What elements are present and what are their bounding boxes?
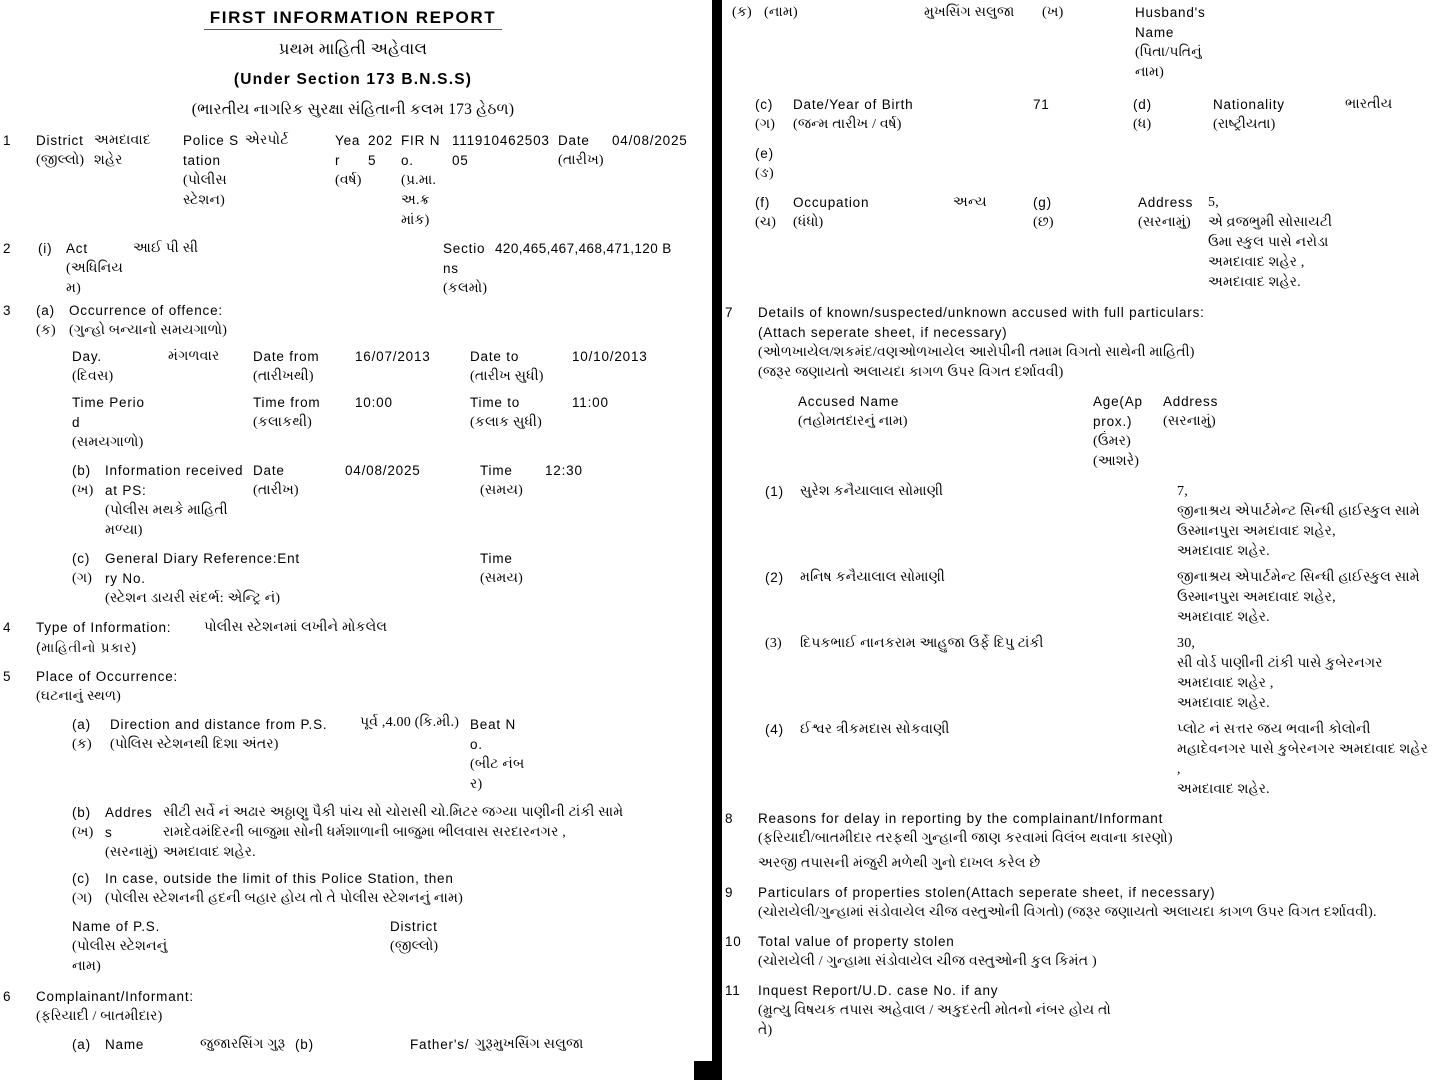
- section-6-number: 6: [3, 989, 12, 1004]
- section-3-number: 3: [3, 303, 12, 318]
- complainant-address-marker-en: (g): [1033, 195, 1052, 210]
- section-4-row: [0, 618, 706, 658]
- info-received-row: [36, 461, 706, 541]
- section-8-number: 8: [725, 811, 734, 826]
- section-2-number: 2: [3, 241, 12, 256]
- complainant-name-label: Name: [105, 1037, 145, 1052]
- info-received-marker-gu: (ખ): [72, 483, 94, 498]
- left-page-column: [0, 0, 706, 1055]
- district-value: અમદાવાદ શહેર: [94, 133, 151, 168]
- father-value: ગુરૂમુખસિંગ સલુજા: [475, 1037, 584, 1052]
- nationality-marker-en: (d): [1133, 97, 1152, 112]
- inquest-report-label-gu: (મ્રુત્યુ વિષયક તપાસ અહેવાલ / અકુદરતી મોતનો નંબર હોય તો તે): [758, 1003, 1111, 1038]
- accused-heading-gu-1: (ઓળખાયેલ/શકમંદ/વણઓળખાયેલ આરોપીની તમામ વિગતો સાથેની માહિતી): [758, 345, 1195, 360]
- section-9-body: [758, 883, 1438, 923]
- accused-1-address: [1165, 482, 1438, 562]
- accused-1-number: (1): [765, 484, 784, 499]
- date-to-field-label: [470, 347, 572, 387]
- accused-row-1: [758, 482, 1438, 562]
- section-7-row: [722, 303, 1438, 800]
- dob-marker: [755, 95, 793, 135]
- husband-name-field-label: [1135, 3, 1233, 83]
- accused-4-number: (4): [765, 722, 784, 737]
- act-label-en: Act: [66, 241, 88, 256]
- section-2-row: [0, 239, 706, 299]
- time-from-field-label: [253, 393, 355, 433]
- gd-reference-marker: [72, 549, 105, 589]
- district-field-label: [36, 131, 94, 171]
- accused-2-address-line-1: જીનાશ્રય એપાર્ટમેન્ટ સિન્ધી હાઈસ્કુલ સામે ઉસ્માનપુરા અમદાવાદ શહેર,: [1177, 570, 1420, 605]
- accused-2-address-line-2: અમદાવાદ શહેર.: [1177, 610, 1270, 625]
- police-station-field-label: [183, 131, 245, 211]
- direction-value: પૂર્વ ,4.00 (કિ.મી.): [360, 715, 460, 730]
- accused-name-header-en: Accused Name: [798, 394, 900, 409]
- occupation-address-row: [722, 193, 1438, 293]
- complainant-address-label-gu: (સરનામું): [1138, 215, 1191, 230]
- section-8-body: [758, 809, 1438, 874]
- inquest-report-label-en: Inquest Report/U.D. case No. if any: [758, 983, 999, 998]
- date-value: 04/08/2025: [612, 133, 688, 148]
- direction-distance-row: [36, 715, 706, 795]
- day-date-row: [36, 347, 706, 387]
- gd-reference-marker-gu: (ગ): [72, 571, 93, 586]
- year-value: 2025: [368, 133, 393, 168]
- outside-limit-marker-gu: (ગ): [72, 891, 93, 906]
- info-date-value: 04/08/2025: [345, 463, 421, 478]
- direction-marker-en: (a): [72, 717, 91, 732]
- time-from-value: 10:00: [355, 395, 393, 410]
- section-3-body: [36, 301, 706, 609]
- under-section-gu: (ભારતીય નાગરિક સુરક્ષા સંહિતાની કલમ 173 હેઠળ): [191, 101, 515, 118]
- properties-stolen-label-gu: (ચોરાયેલી/ગુન્હામાં સંડોવાયેલ ચીજ વસ્તુઓની વિગતો) (જરૂર જણાયતો અલાયદા કાગળ ઉપર વિગત દર્શાવવી).: [758, 905, 1377, 920]
- time-from-label-en: Time from: [253, 395, 321, 410]
- delay-reasons-value: અરજી તપાસની મંજુરી મળેથી ગુનો દાખલ કરેલ છે: [758, 856, 1041, 871]
- complainant-address-marker: [1033, 193, 1138, 233]
- district-label-en: District: [36, 133, 84, 148]
- complainant-heading-en: Complainant/Informant:: [36, 989, 194, 1004]
- section-9-row: [722, 883, 1438, 923]
- date-from-field-label: [253, 347, 355, 387]
- dob-nationality-row: [722, 95, 1438, 135]
- day-field-label: [72, 347, 168, 387]
- police-station-value: એરપોર્ટ: [245, 133, 289, 148]
- district-label-gu: (જીલ્લો): [36, 153, 85, 168]
- column-divider: [712, 0, 722, 1080]
- occupation-marker-gu: (ચ): [755, 215, 777, 230]
- nationality-value: ભારતીય: [1345, 97, 1393, 112]
- info-received-label-en: Information received at PS:: [105, 463, 244, 498]
- name-of-ps-field-label: [72, 917, 390, 977]
- complainant-address-line-3: અમદાવાદ શહેર.: [1208, 275, 1301, 290]
- delay-reasons-label-en: Reasons for delay in reporting by the complainant/Informant: [758, 811, 1164, 826]
- complainant-address-line-2: એ વ્રજભુમી સોસાયટી ઉમા સ્કુલ પાસે નરોડા અમદાવાદ શહેર ,: [1208, 215, 1333, 270]
- occurrence-marker: [36, 301, 69, 341]
- act-label-gu: (અધિનિયમ): [66, 261, 124, 296]
- section-5-row: [0, 667, 706, 977]
- father-marker: (b): [295, 1037, 314, 1052]
- ps-district-label-en: District: [390, 919, 438, 934]
- accused-heading-gu-2: (જરૂર જણાયતો અલાયદા કાગળ ઉપર વિગત દર્શાવવી): [758, 365, 1064, 380]
- date-label-en: Date: [558, 133, 590, 148]
- gd-reference-marker-en: (c): [72, 551, 91, 566]
- delay-reasons-label-gu: (ફરિયાદી/બાતમીદાર તરફથી ગુન્હાની જાણ કરવામાં વિલંબ થવાના કારણો): [758, 831, 1173, 846]
- info-date-field-label: [253, 461, 345, 501]
- occurrence-address-marker: [72, 803, 105, 843]
- section-4-body: [36, 618, 706, 658]
- info-date-label-en: Date: [253, 463, 285, 478]
- occupation-label-en: Occupation: [793, 195, 870, 210]
- info-time-label-gu: (સમય): [480, 483, 524, 498]
- police-station-label-gu: (પોલીસ સ્ટેશન): [183, 173, 227, 208]
- beat-no-field-label: [470, 715, 706, 795]
- report-title-text: FIRST INFORMATION REPORT: [204, 8, 502, 30]
- complainant-address-line-1: 5,: [1208, 195, 1219, 210]
- sections-value: 420,465,467,468,471,120 B: [495, 241, 672, 256]
- accused-3-address-line-2: સી વોર્ડ પાણીની ટાંકી પાસે કુબેરનગર અમદાવાદ શહેર ,: [1177, 656, 1383, 691]
- complainant-address-label: [1138, 193, 1208, 233]
- accused-table-header: [758, 392, 1438, 472]
- outside-limit-label: [105, 869, 706, 909]
- gd-time-label-en: Time: [480, 551, 513, 566]
- fir-no-label-gu: (પ્ર.મા.અ.ક્રમાંક): [401, 173, 437, 228]
- outside-limit-row: [36, 869, 706, 909]
- act-item-marker: (i): [38, 241, 53, 256]
- occurrence-address-label-en: Address: [105, 805, 153, 840]
- day-value: મંગળવાર: [168, 349, 220, 364]
- accused-row-3: [758, 634, 1438, 714]
- date-to-label-gu: (તારીખ સુધી): [470, 369, 544, 384]
- occurrence-address-marker-gu: (ખ): [72, 825, 94, 840]
- occurrence-heading: [36, 301, 706, 341]
- occurrence-label-gu: (ગુન્હો બન્યાનો સમયગાળો): [69, 323, 228, 338]
- complainant-name-row: [36, 1035, 706, 1055]
- accused-name-column-header: [798, 392, 1093, 432]
- husband-name-label-en: Husband's Name: [1135, 5, 1206, 40]
- accused-4-address: [1165, 720, 1438, 800]
- direction-marker-gu: (ક): [72, 737, 92, 752]
- accused-3-address-line-1: 30,: [1177, 636, 1196, 651]
- section-2-body: [36, 239, 706, 299]
- direction-label-en: Direction and distance from P.S.: [110, 717, 328, 732]
- section-4-number: 4: [3, 620, 12, 635]
- occupation-value: અન્ય: [953, 195, 987, 210]
- accused-age-column-header: [1093, 392, 1163, 472]
- section-1-number: 1: [3, 133, 12, 148]
- date-to-value: 10/10/2013: [572, 349, 648, 364]
- properties-stolen-label-en: Particulars of properties stolen(Attach seperate sheet, if necessary): [758, 885, 1216, 900]
- gd-reference-label: [105, 549, 480, 609]
- fir-no-value: 11191046250305: [452, 133, 550, 168]
- type-of-information-label: Type of Information:(માહિતીનો પ્રકાર): [36, 620, 172, 655]
- report-header: [0, 8, 706, 120]
- date-from-value: 16/07/2013: [355, 349, 431, 364]
- section-5-body: [36, 667, 706, 977]
- time-period-row: [36, 393, 706, 453]
- act-field-label: [66, 239, 133, 299]
- accused-2-number: (2): [765, 570, 784, 585]
- section-10-body: [758, 932, 1438, 972]
- occurrence-address-label-gu: (સરનામું): [105, 845, 158, 860]
- time-to-label-gu: (કલાક સુધી): [470, 415, 542, 430]
- occupation-marker: [755, 193, 793, 233]
- section-6-row: [0, 987, 706, 1055]
- complainant-name-value-left: જુજારસિંગ ગુરૂ: [200, 1037, 286, 1052]
- outside-limit-marker-en: (c): [72, 871, 91, 886]
- item-e-marker-gu: (ઙ): [755, 166, 774, 181]
- info-received-marker-en: (b): [72, 463, 91, 478]
- accused-3-address: [1165, 634, 1438, 714]
- report-title-en: [0, 8, 706, 28]
- dob-marker-gu: (ગ): [755, 117, 776, 132]
- time-period-label-en: Time Period: [72, 395, 145, 430]
- name-of-ps-row: [36, 917, 706, 977]
- time-to-label-en: Time to: [470, 395, 521, 410]
- police-station-label-en: Police Station: [183, 133, 239, 168]
- section-10-number: 10: [725, 934, 742, 949]
- section-11-number: 11: [725, 983, 741, 998]
- beat-no-label-gu: (બીટ નંબર): [470, 757, 525, 792]
- outside-limit-label-en: In case, outside the limit of this Police Station, then: [105, 871, 454, 886]
- occurrence-address-marker-en: (b): [72, 805, 91, 820]
- item-e-row: [722, 144, 1438, 184]
- info-time-label-en: Time: [480, 463, 513, 478]
- fir-no-field-label: [401, 131, 452, 231]
- accused-address-column-header: [1163, 392, 1438, 432]
- total-value-label-gu: (ચોરાયેલી / ગુન્હામા સંડોવાયેલ ચીજ વસ્તુઓની કુલ કિમંત ): [758, 954, 1097, 969]
- dob-label-en: Date/Year of Birth: [793, 97, 914, 112]
- name-of-ps-label-gu: (પોલીસ સ્ટેશનનું નામ): [72, 939, 168, 974]
- date-to-label-en: Date to: [470, 349, 520, 364]
- nationality-label-gu: (રાષ્ટ્રીયતા): [1213, 117, 1276, 132]
- time-to-value: 11:00: [572, 395, 609, 410]
- right-page-column: [722, 0, 1438, 1041]
- accused-2-name: મનિષ કનૈયાલાલ સોમાણી: [800, 570, 946, 585]
- husband-name-label-gu: (પિતા/પતિનું નામ): [1135, 45, 1202, 80]
- day-label-gu: (દિવસ): [72, 369, 114, 384]
- occurrence-marker-en: (a): [36, 303, 55, 318]
- occurrence-label: [69, 301, 706, 341]
- name-of-ps-label-en: Name of P.S.: [72, 919, 161, 934]
- occurrence-address-value: [163, 803, 706, 863]
- complainant-heading: [36, 987, 706, 1027]
- day-label-en: Day.: [72, 349, 102, 364]
- date-from-label-gu: (તારીખથી): [253, 369, 314, 384]
- place-heading-en: Place of Occurrence:: [36, 669, 179, 684]
- occurrence-address-text: સીટી સર્વે નં અઢાર અઠ્ઠાણુ પૈકી પાંચ સો ચોરાસી ચો.મિટર જગ્યા પાણીની ટાંકી સામે રામદેવમંદિરની બાજુમા સોની ધર્મશાળાની બાજુમા ભીલવાસ સરદારનગર ,: [163, 805, 624, 840]
- complainant-address-label-en: Address: [1138, 195, 1194, 210]
- accused-name-header-gu: (તહોમતદારનું નામ): [798, 414, 908, 429]
- complainant-heading-gu: (ફરિયાદી / બાતમીદાર): [36, 1009, 163, 1024]
- section-9-number: 9: [725, 885, 734, 900]
- report-title-gu: પ્રથમ માહિતી અહેવાલ: [278, 39, 428, 58]
- dob-label-gu: (જન્મ તારીખ / વર્ષ): [793, 117, 902, 132]
- sections-field-label: [443, 239, 495, 299]
- section-1-row: [0, 131, 706, 231]
- time-period-field-label: [72, 393, 168, 453]
- accused-4-name: ઈશ્વર ત્રીકમદાસ સોકવાણી: [800, 722, 950, 737]
- complainant-name-value-right: મુખસિંગ સલુજા: [924, 5, 1015, 20]
- direction-label: [110, 715, 360, 755]
- accused-heading-en-2: (Attach seperate sheet, if necessary): [758, 325, 1008, 340]
- act-value: આઈ પી સી: [133, 241, 199, 256]
- gd-reference-row: [36, 549, 706, 609]
- gd-reference-label-gu: (સ્ટેશન ડાયરી સંદર્ભ: એન્ટ્રિ નં): [105, 591, 281, 606]
- ps-district-label-gu: (જીલ્લો): [390, 939, 439, 954]
- column-divider-foot: [694, 1061, 722, 1080]
- sections-label-en: Sections: [443, 241, 486, 276]
- dob-marker-en: (c): [755, 97, 774, 112]
- outside-limit-marker: [72, 869, 105, 909]
- accused-1-address-line-3: અમદાવાદ શહેર.: [1177, 544, 1270, 559]
- nationality-marker: [1133, 95, 1213, 135]
- father-label-en: Father's/: [410, 1037, 470, 1052]
- occurrence-marker-gu: (ક): [36, 323, 56, 338]
- info-time-field-label: [480, 461, 545, 501]
- date-field-label: [558, 131, 612, 171]
- accused-4-address-line-1: પ્લોટ નં સત્તર જય ભવાની કોલોની મહાદેવનગર પાસે કુબેરનગર અમદાવાદ શહેર ,: [1177, 722, 1429, 777]
- dob-value: 71: [1033, 97, 1050, 112]
- nationality-label: [1213, 95, 1345, 135]
- section-11-body: [758, 981, 1438, 1041]
- accused-age-header-en: Age(Approx.): [1093, 394, 1143, 429]
- section-6-body: [36, 987, 706, 1055]
- accused-row-4: [758, 720, 1438, 800]
- accused-2-address: [1165, 568, 1438, 628]
- occurrence-address-label: [105, 803, 163, 863]
- year-label-en: Year: [335, 133, 361, 168]
- occupation-label: [793, 193, 953, 233]
- time-period-label-gu: (સમયગાળો): [72, 435, 144, 450]
- section-1-body: [36, 131, 706, 231]
- info-received-marker: [72, 461, 105, 501]
- nationality-label-en: Nationality: [1213, 97, 1285, 112]
- date-from-label-en: Date from: [253, 349, 320, 364]
- occurrence-label-en: Occurrence of offence:: [69, 303, 223, 318]
- section-7-body: [758, 303, 1438, 800]
- accused-4-address-line-2: અમદાવાદ શહેર.: [1177, 782, 1270, 797]
- gd-time-label-gu: (સમય): [480, 571, 524, 586]
- year-field-label: [335, 131, 368, 191]
- place-heading-gu: (ઘટનાનું સ્થળ): [36, 689, 121, 704]
- gd-time-field-label: [480, 549, 706, 589]
- occupation-marker-en: (f): [755, 195, 771, 210]
- occupation-label-gu: (ધંધો): [793, 215, 824, 230]
- type-of-information-value: પોલીસ સ્ટેશનમાં લખીને મોકલેલ: [204, 620, 388, 635]
- dob-label: [793, 95, 1033, 135]
- section-11-row: [722, 981, 1438, 1041]
- accused-age-header-gu: (ઉંમર) (આશરે): [1093, 434, 1140, 469]
- complainant-address-value: [1208, 193, 1438, 293]
- item-e-marker-en: (e): [755, 146, 774, 161]
- accused-row-2: [758, 568, 1438, 628]
- accused-3-number: (3): [765, 636, 782, 651]
- time-from-label-gu: (કલાકથી): [253, 415, 313, 430]
- accused-1-name: સુરેશ કનૈયાલાલ સોમાણી: [800, 484, 944, 499]
- accused-3-name: દિપકભાઈ નાનકરામ આહુજા ઉર્ફે દિપુ ટાંકી: [800, 636, 1044, 651]
- info-time-value: 12:30: [545, 463, 583, 478]
- complainant-name-label-gu: (નામ): [764, 5, 798, 20]
- date-label-gu: (તારીખ): [558, 153, 604, 168]
- accused-3-address-line-3: અમદાવાદ શહેર.: [1177, 696, 1270, 711]
- occurrence-address-city: અમદાવાદ શહેર.: [163, 845, 256, 860]
- place-heading: [36, 667, 706, 707]
- info-received-label: [105, 461, 253, 541]
- beat-no-label-en: Beat No.: [470, 717, 517, 752]
- ps-district-field-label: [390, 917, 706, 957]
- under-section-en: (Under Section 173 B.N.S.S): [233, 71, 473, 88]
- time-to-field-label: [470, 393, 572, 433]
- nationality-marker-gu: (ધ): [1133, 117, 1152, 132]
- accused-heading-en-1: Details of known/suspected/unknown accused with full particulars:: [758, 305, 1205, 320]
- complainant-name-continuation-row: [722, 3, 1438, 83]
- occurrence-address-row: [36, 803, 706, 863]
- complainant-name-marker: (a): [72, 1037, 91, 1052]
- accused-address-header-gu: (સરનામું): [1163, 414, 1216, 429]
- total-value-label-en: Total value of property stolen: [758, 934, 955, 949]
- info-received-label-gu: (પોલીસ મથકે માહિતી મળ્યા): [105, 503, 228, 538]
- section-8-row: [722, 809, 1438, 874]
- item-e-marker: [755, 144, 793, 184]
- info-date-label-gu: (તારીખ): [253, 483, 299, 498]
- section-10-row: [722, 932, 1438, 972]
- sections-label-gu: (કલમો): [443, 281, 488, 296]
- complainant-address-marker-gu: (છ): [1033, 215, 1054, 230]
- fir-no-label-en: FIR No.: [401, 133, 441, 168]
- section-3-row: [0, 301, 706, 609]
- direction-label-gu: (પોલિસ સ્ટેશનથી દિશા અંતર): [110, 737, 279, 752]
- accused-address-header-en: Address: [1163, 394, 1219, 409]
- outside-limit-label-gu: (પોલીસ સ્ટેશનની હદની બહાર હોય તો તે પોલીસ સ્ટેશનનું નામ): [105, 891, 463, 906]
- section-5-number: 5: [3, 669, 12, 684]
- section-7-number: 7: [725, 305, 734, 320]
- direction-marker: [72, 715, 110, 755]
- complainant-name-marker-gu: (ક): [732, 5, 752, 20]
- accused-1-address-line-1: 7,: [1177, 484, 1188, 499]
- year-label-gu: (વર્ષ): [335, 173, 362, 188]
- accused-1-address-line-2: જીનાશ્રય એપાર્ટમેન્ટ સિન્ધી હાઈસ્કુલ સામે ઉસ્માનપુરા અમદાવાદ શહેર,: [1177, 504, 1420, 539]
- gd-reference-label-en: General Diary Reference:Entry No.: [105, 551, 300, 586]
- father-marker-gu: (ખ): [1042, 5, 1064, 20]
